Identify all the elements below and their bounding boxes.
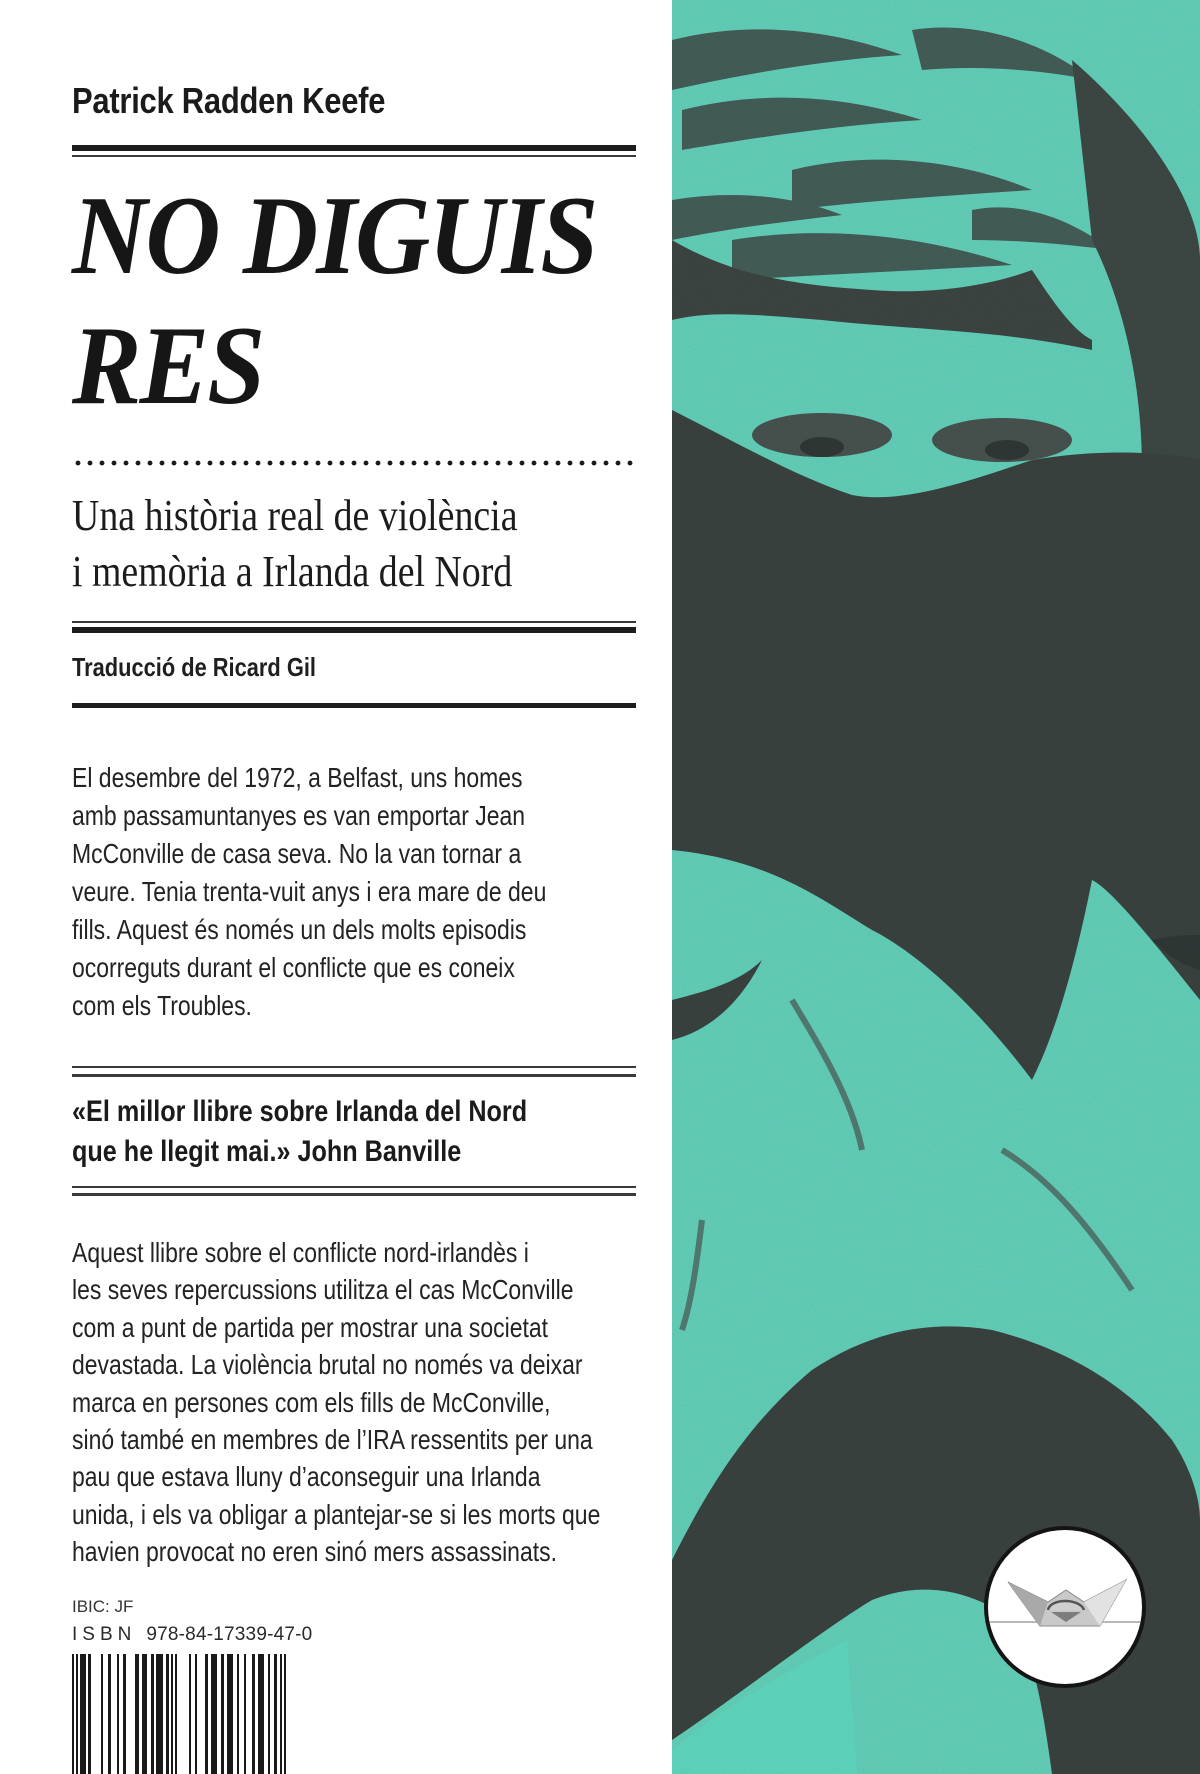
blurb-line: veure. Tenia trenta-vuit anys i era mare de deu	[72, 876, 547, 907]
description-line: pau que estava lluny d’aconseguir una Irlanda	[72, 1461, 541, 1493]
description-line: devastada. La violència brutal no només va deixar	[72, 1349, 583, 1381]
blurb-paragraph	[72, 759, 650, 1025]
ibic-code: IBIC: JF	[72, 1597, 134, 1616]
barcode-icon	[72, 1654, 288, 1774]
isbn-number: 978-84-17339-47-0	[146, 1624, 313, 1645]
description-paragraph	[72, 1234, 716, 1571]
divider-rule	[72, 627, 636, 633]
blurb-line: amb passamuntanyes es van emportar Jean	[72, 800, 526, 831]
description-line: marca en persones com els fills de McConville,	[72, 1386, 551, 1418]
translator-credit: Traducció de Ricard Gil	[72, 652, 316, 682]
isbn	[72, 1624, 312, 1646]
book-title-line-2: RES	[72, 304, 264, 428]
description-line: les seves repercussions utilitza el cas McConville	[72, 1274, 574, 1306]
divider-rule	[72, 145, 636, 151]
subtitle-line-2: i memòria a Irlanda del Nord	[72, 547, 513, 596]
divider-rule	[72, 1193, 636, 1196]
divider-rule	[72, 1186, 636, 1188]
blurb-line: McConville de casa seva. No la van tornar a	[72, 838, 522, 869]
description-line: havien provocat no eren sinó mers assassinats.	[72, 1536, 557, 1568]
blurb-line: com els Troubles.	[72, 990, 252, 1021]
description-line: unida, i els va obligar a plantejar-se si les morts que	[72, 1498, 601, 1530]
blurb-line: ocorreguts durant el conflicte que es coneix	[72, 952, 515, 983]
divider-rule	[72, 703, 636, 708]
paper-boat-logo-icon	[988, 1530, 1142, 1684]
blurb-line: fills. Aquest és només un dels molts episodis	[72, 914, 527, 945]
subtitle-line-1: Una història real de violència	[72, 491, 518, 540]
isbn-label: ISBN	[72, 1624, 137, 1645]
quote-line: «El millor llibre sobre Irlanda del Nord	[72, 1095, 528, 1128]
description-line: com a punt de partida per mostrar una societat	[72, 1311, 549, 1343]
author-name: Patrick Radden Keefe	[72, 80, 386, 121]
cover-photo	[672, 0, 1200, 1774]
divider-rule	[72, 1074, 636, 1077]
blurb-line: El desembre del 1972, a Belfast, uns homes	[72, 762, 523, 793]
description-line: sinó també en membres de l’IRA ressentits per una	[72, 1423, 593, 1455]
publisher-logo	[984, 1526, 1146, 1688]
divider-rule	[72, 155, 636, 157]
masked-child-photo-icon	[672, 0, 1200, 1774]
quote-line: que he llegit mai.» John Banville	[72, 1135, 462, 1168]
book-title-line-1: NO DIGUIS	[72, 174, 597, 298]
divider-rule	[72, 1066, 636, 1068]
divider-rule	[72, 621, 636, 623]
dotted-divider	[72, 460, 636, 466]
description-line: Aquest llibre sobre el conflicte nord-irlandès i	[72, 1237, 529, 1268]
review-quote	[72, 1092, 614, 1172]
